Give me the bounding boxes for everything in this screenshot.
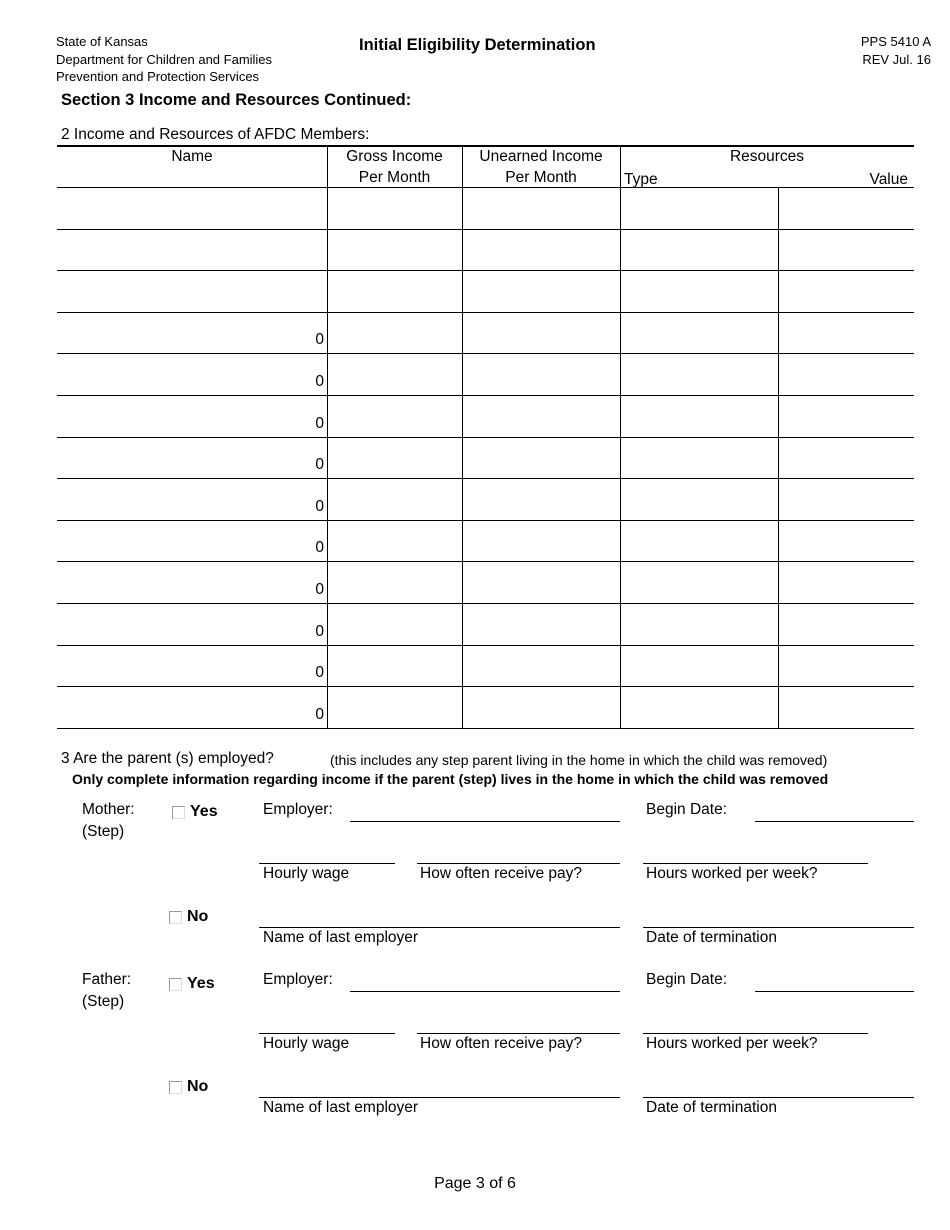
father-employer-field[interactable] [350, 991, 620, 992]
gross-income-cell[interactable] [327, 270, 462, 312]
resource-type-cell[interactable] [620, 270, 778, 312]
father-pay-frequency-label: How often receive pay? [420, 1035, 582, 1052]
mother-yes-checkbox[interactable] [172, 803, 218, 821]
father-last-employer-field[interactable] [259, 1097, 620, 1098]
mother-pay-frequency-label: How often receive pay? [420, 865, 582, 882]
resource-value-cell[interactable] [778, 520, 914, 562]
col-header-unearned-2: Per Month [505, 169, 577, 186]
unearned-income-cell[interactable] [462, 645, 620, 687]
section-title: Section 3 Income and Resources Continued: [61, 91, 412, 109]
resource-value-cell[interactable] [778, 603, 914, 645]
gross-income-cell[interactable] [327, 645, 462, 687]
checkbox-icon[interactable] [169, 911, 182, 924]
agency-block [56, 33, 272, 86]
page-title: Initial Eligibility Determination [359, 36, 596, 54]
col-header-name: Name [171, 148, 213, 165]
gross-income-cell[interactable] [327, 686, 462, 728]
resource-type-cell[interactable] [620, 686, 778, 728]
name-cell[interactable] [57, 312, 327, 354]
mother-begin-date-label: Begin Date: [646, 801, 727, 818]
name-cell[interactable] [57, 270, 327, 312]
father-termination-date-label: Date of termination [646, 1099, 777, 1116]
agency-department: Department for Children and Families [56, 51, 273, 67]
resource-type-cell[interactable] [620, 645, 778, 687]
father-step-label: (Step) [82, 993, 125, 1010]
unearned-income-cell[interactable] [462, 353, 620, 395]
name-cell[interactable] [57, 395, 327, 437]
col-header-type: Type [624, 171, 658, 188]
mother-termination-date-field[interactable] [643, 927, 914, 928]
resource-value-cell[interactable] [778, 478, 914, 520]
resource-value-cell[interactable] [778, 229, 914, 271]
gross-income-cell[interactable] [327, 395, 462, 437]
resource-value-cell[interactable] [778, 395, 914, 437]
father-begin-date-label: Begin Date: [646, 971, 727, 988]
row-name-value: 0 [315, 664, 324, 682]
question-3-note: (this includes any step parent living in the home in which the child was removed) [330, 752, 828, 768]
col-header-resources: Resources [729, 148, 805, 165]
row-name-value: 0 [315, 414, 324, 432]
father-hourly-wage-label: Hourly wage [263, 1035, 350, 1052]
gross-income-cell[interactable] [327, 603, 462, 645]
row-name-value: 0 [315, 331, 324, 349]
resource-value-cell[interactable] [778, 686, 914, 728]
name-cell[interactable] [57, 686, 327, 728]
resource-value-cell[interactable] [778, 645, 914, 687]
resource-value-cell[interactable] [778, 312, 914, 354]
question-3-label: 3 Are the parent (s) employed? [61, 750, 274, 767]
father-yes-label: Yes [187, 975, 215, 992]
col-header-gross-1: Gross Income [346, 148, 443, 165]
gross-income-cell[interactable] [327, 478, 462, 520]
name-cell[interactable] [57, 187, 327, 229]
name-cell[interactable] [57, 229, 327, 271]
unearned-income-cell[interactable] [462, 395, 620, 437]
resource-type-cell[interactable] [620, 312, 778, 354]
unearned-income-cell[interactable] [462, 229, 620, 271]
mother-yes-label: Yes [190, 803, 218, 820]
agency-state: State of Kansas [56, 34, 148, 49]
mother-step-label: (Step) [82, 823, 125, 840]
resource-value-cell[interactable] [778, 353, 914, 395]
name-cell[interactable] [57, 520, 327, 562]
col-header-value: Value [869, 171, 908, 188]
father-begin-date-field[interactable] [755, 991, 914, 992]
name-cell[interactable] [57, 561, 327, 603]
checkbox-icon[interactable] [169, 1081, 182, 1094]
name-cell[interactable] [57, 603, 327, 645]
unearned-income-cell[interactable] [462, 561, 620, 603]
father-termination-date-field[interactable] [643, 1097, 914, 1098]
name-cell[interactable] [57, 353, 327, 395]
unearned-income-cell[interactable] [462, 603, 620, 645]
mother-employer-field[interactable] [350, 821, 620, 822]
father-hours-per-week-label: Hours worked per week? [646, 1035, 818, 1052]
checkbox-icon[interactable] [169, 978, 182, 991]
table-row-divider [57, 728, 914, 729]
mother-last-employer-label: Name of last employer [263, 929, 419, 946]
mother-pay-frequency-field[interactable] [417, 863, 620, 864]
row-name-value: 0 [315, 456, 324, 474]
mother-last-employer-field[interactable] [259, 927, 620, 928]
father-hourly-wage-field[interactable] [259, 1033, 395, 1034]
gross-income-cell[interactable] [327, 187, 462, 229]
father-pay-frequency-field[interactable] [417, 1033, 620, 1034]
col-header-unearned-1: Unearned Income [479, 148, 603, 165]
gross-income-cell[interactable] [327, 353, 462, 395]
resource-type-cell[interactable] [620, 437, 778, 479]
mother-hourly-wage-label: Hourly wage [263, 865, 350, 882]
resource-type-cell[interactable] [620, 603, 778, 645]
row-name-value: 0 [315, 622, 324, 640]
mother-begin-date-field[interactable] [755, 821, 914, 822]
row-name-value: 0 [315, 373, 324, 390]
name-cell[interactable] [57, 478, 327, 520]
mother-hours-per-week-label: Hours worked per week? [646, 865, 818, 882]
unearned-income-cell[interactable] [462, 312, 620, 354]
unearned-income-cell[interactable] [462, 437, 620, 479]
agency-division: Prevention and Protection Services [56, 69, 260, 84]
row-name-value: 0 [315, 581, 324, 598]
form-number-block [861, 33, 931, 68]
row-name-value: 0 [315, 539, 324, 557]
resource-value-cell[interactable] [778, 187, 914, 229]
resource-type-cell[interactable] [620, 395, 778, 437]
question-3-instruction: Only complete information regarding income if the parent (step) lives in the home in which the child was removed [72, 771, 829, 787]
father-label: Father: [82, 971, 132, 988]
resource-value-cell[interactable] [778, 437, 914, 479]
col-header-gross-2: Per Month [358, 169, 431, 186]
father-hours-per-week-field[interactable] [643, 1033, 868, 1034]
gross-income-cell[interactable] [327, 312, 462, 354]
gross-income-cell[interactable] [327, 437, 462, 479]
father-yes-checkbox[interactable] [169, 975, 215, 993]
resource-type-cell[interactable] [620, 520, 778, 562]
father-no-checkbox[interactable] [169, 1078, 208, 1096]
resource-type-cell[interactable] [620, 229, 778, 271]
father-no-label: No [187, 1078, 209, 1095]
unearned-income-cell[interactable] [462, 686, 620, 728]
gross-income-cell[interactable] [327, 229, 462, 271]
unearned-income-cell[interactable] [462, 270, 620, 312]
checkbox-icon[interactable] [172, 806, 185, 819]
row-name-value: 0 [315, 705, 324, 723]
unearned-income-cell[interactable] [462, 187, 620, 229]
form-revision: REV Jul. 16 [862, 51, 931, 67]
mother-hours-per-week-field[interactable] [643, 863, 868, 864]
mother-hourly-wage-field[interactable] [259, 863, 395, 864]
unearned-income-cell[interactable] [462, 520, 620, 562]
mother-termination-date-label: Date of termination [646, 929, 777, 946]
resource-type-cell[interactable] [620, 353, 778, 395]
resource-type-cell[interactable] [620, 478, 778, 520]
name-cell[interactable] [57, 645, 327, 687]
father-last-employer-label: Name of last employer [263, 1099, 419, 1116]
mother-employer-label: Employer: [263, 801, 333, 818]
mother-no-label: No [187, 908, 209, 925]
resource-value-cell[interactable] [778, 270, 914, 312]
gross-income-cell[interactable] [327, 520, 462, 562]
page-number: Page 3 of 6 [434, 1175, 516, 1192]
resource-type-cell[interactable] [620, 187, 778, 229]
father-employer-label: Employer: [263, 971, 333, 988]
name-cell[interactable] [57, 437, 327, 479]
question-2-label: 2 Income and Resources of AFDC Members: [61, 126, 370, 143]
resource-type-cell[interactable] [620, 561, 778, 603]
mother-no-checkbox[interactable] [169, 908, 208, 926]
form-number: PPS 5410 A [860, 34, 931, 49]
mother-label: Mother: [82, 801, 135, 818]
resource-value-cell[interactable] [778, 561, 914, 603]
row-name-value: 0 [315, 497, 324, 515]
unearned-income-cell[interactable] [462, 478, 620, 520]
gross-income-cell[interactable] [327, 561, 462, 603]
